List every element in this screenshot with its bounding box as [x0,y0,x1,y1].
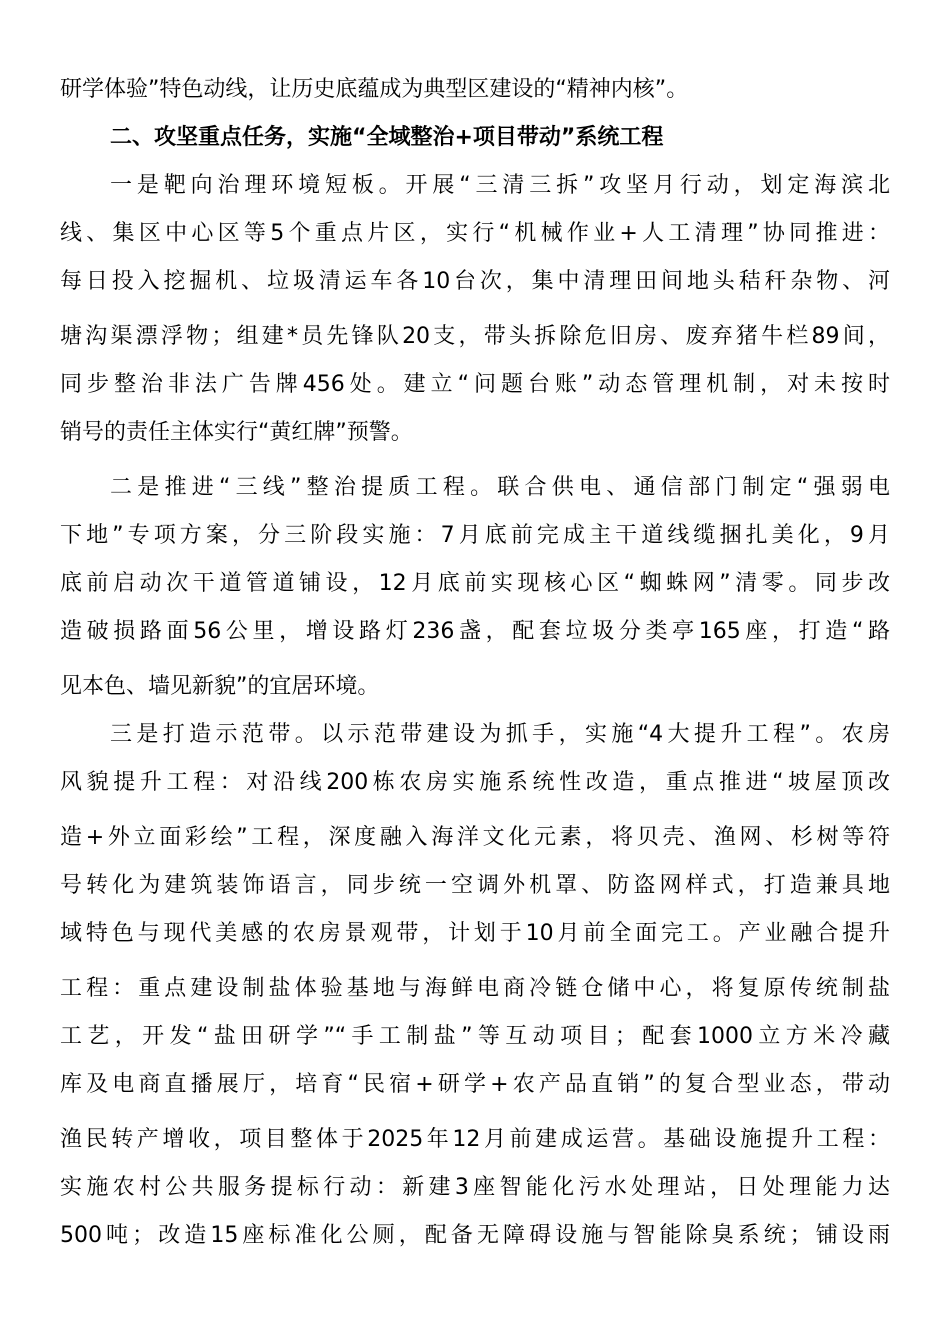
paragraph-line: 销号的责任主体实行“黄红牌”预警。 [60,420,413,445]
paragraph-line: 一是靶向治理环境短板。开展“三清三拆”攻坚月行动，划定海滨北 [110,173,890,198]
paragraph-line: 工艺，开发“盐田研学”“手工制盐”等互动项目；配套1000立方米冷藏 [60,1024,890,1049]
paragraph-line: 风貌提升工程：对沿线200栋农房实施系统性改造，重点推进“坡屋顶改 [60,770,890,795]
paragraph-line: 二是推进“三线”整治提质工程。联合供电、通信部门制定“强弱电 [110,475,890,500]
paragraph-line: 下地”专项方案，分三阶段实施：7月底前完成主干道线缆捆扎美化，9月 [60,523,890,548]
paragraph-line: 工程：重点建设制盐体验基地与海鲜电商冷链仓储中心，将复原传统制盐 [60,976,890,1001]
paragraph-line: 实施农村公共服务提标行动：新建3座智能化污水处理站，日处理能力达 [60,1175,890,1200]
paragraph-line: 同步整治非法广告牌456处。建立“问题台账”动态管理机制，对未按时 [60,372,890,397]
paragraph-line: 研学体验”特色动线，让历史底蕴成为典型区建设的“精神内核”。 [60,77,689,102]
paragraph-line: 线、集区中心区等5个重点片区，实行“机械作业+人工清理”协同推进： [60,221,890,246]
paragraph-line: 域特色与现代美感的农房景观带，计划于10月前全面完工。产业融合提升 [60,921,890,946]
paragraph-line: 见本色、墙见新貌”的宜居环境。 [60,674,380,699]
paragraph-line: 渔民转产增收，项目整体于2025年12月前建成运营。基础设施提升工程： [60,1127,890,1152]
paragraph-line: 每日投入挖掘机、垃圾清运车各10台次，集中清理田间地头秸秆杂物、河 [60,269,890,294]
paragraph-line: 库及电商直播展厅，培育“民宿+研学+农产品直销”的复合型业态，带动 [60,1072,890,1097]
section-heading: 二、攻坚重点任务，实施“全域整治+项目带动”系统工程 [110,125,664,150]
paragraph-line: 底前启动次干道管道铺设，12月底前实现核心区“蜘蛛网”清零。同步改 [60,571,890,596]
paragraph-line: 500吨；改造15座标准化公厕，配备无障碍设施与智能除臭系统；铺设雨 [60,1223,890,1248]
paragraph-line: 造+外立面彩绘”工程，深度融入海洋文化元素，将贝壳、渔网、杉树等符 [60,825,890,850]
paragraph-line: 三是打造示范带。以示范带建设为抓手，实施“4大提升工程”。农房 [110,722,890,747]
paragraph-line: 号转化为建筑装饰语言，同步统一空调外机罩、防盗网样式，打造兼具地 [60,873,890,898]
paragraph-line: 塘沟渠漂浮物；组建*员先锋队20支，带头拆除危旧房、废弃猪牛栏89间， [60,324,890,349]
paragraph-line: 造破损路面56公里，增设路灯236盏，配套垃圾分类亭165座，打造“路 [60,619,890,644]
